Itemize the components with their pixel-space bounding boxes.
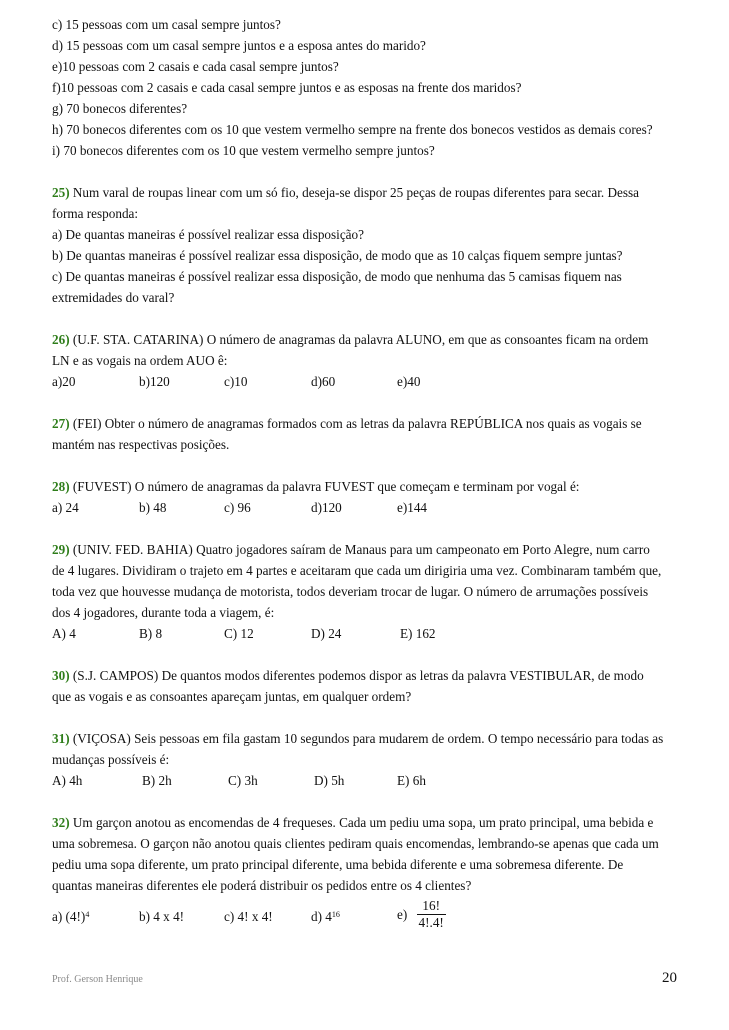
q32-line-2: uma sobremesa. O garçon não anotou quais clientes pediram quais encomendas, lembrando-se apenas que cada um	[52, 836, 659, 851]
item-d: d) 15 pessoas com um casal sempre juntos e a esposa antes do marido?	[52, 38, 426, 53]
q26-line-1: 26) (U.F. STA. CATARINA) O número de anagramas da palavra ALUNO, em que as consoantes ficam na ordem	[52, 332, 649, 347]
footer-author: Prof. Gerson Henrique	[52, 974, 143, 985]
q28-option-c: c) 96	[224, 500, 251, 515]
q32-option-a: a) $(4!)^4$	[52, 909, 90, 924]
q29-option-e: E) 162	[400, 626, 436, 641]
q29-option-c: C) 12	[224, 626, 254, 641]
item-c: c) 15 pessoas com um casal sempre juntos?	[52, 17, 281, 32]
item-h: h) 70 bonecos diferentes com os 10 que vestem vermelho sempre na frente dos bonecos vestidos as demais cores?	[52, 122, 653, 137]
q32-option-c: c) 4! x 4!	[224, 909, 273, 924]
q29-options	[52, 623, 692, 644]
q26-options	[52, 371, 692, 392]
q26-option-e: e)40	[397, 374, 421, 389]
fraction-denominator: 4!.4!	[418, 915, 444, 930]
q32-number: 32)	[52, 815, 70, 830]
q25-line-1: 25) Num varal de roupas linear com um só fio, deseja-se dispor 25 peças de roupas diferentes para secar. Dessa	[52, 185, 640, 200]
q29-option-a: A) 4	[52, 626, 76, 641]
q32-line-1: 32) Um garçon anotou as encomendas de 4 frequeses. Cada um pediu uma sopa, um prato principal, uma bebida e	[52, 815, 654, 830]
q29-line-4: dos 4 jogadores, durante toda a viagem, é:	[52, 605, 275, 620]
q31-option-d: D) 5h	[314, 773, 345, 788]
q29-option-d: D) 24	[311, 626, 342, 641]
q27-line-2: mantém nas respectivas posições.	[52, 437, 230, 452]
q25-number: 25)	[52, 185, 70, 200]
q31-option-a: A) 4h	[52, 773, 83, 788]
q27-line-1: 27) (FEI) Obter o número de anagramas formados com as letras da palavra REPÚBLICA nos quais as vogais se	[52, 416, 642, 431]
q32-option-e: e) $\frac{16!}{4!.4!}$	[397, 898, 444, 930]
q26-option-b: b)120	[139, 374, 170, 389]
fraction-numerator: 16!	[417, 898, 446, 915]
q26-option-a: a)20	[52, 374, 76, 389]
q28-line-1: 28) (FUVEST) O número de anagramas da palavra FUVEST que começam e terminam por vogal é:	[52, 479, 580, 494]
item-g: g) 70 bonecos diferentes?	[52, 101, 188, 116]
q25-item-b: b) De quantas maneiras é possível realizar essa disposição, de modo que as 10 calças fiquem sempre juntas?	[52, 248, 623, 263]
q32-option-d: d) $4^{16}$	[311, 909, 340, 924]
item-i: i) 70 bonecos diferentes com os 10 que vestem vermelho sempre juntos?	[52, 143, 435, 158]
q26-line-2: LN e as vogais na ordem AUO ê:	[52, 353, 228, 368]
q28-number: 28)	[52, 479, 70, 494]
q29-line-3: toda vez que houvesse mudança de motorista, todos deveriam trocar de lugar. O número de arrumações possíveis	[52, 584, 649, 599]
q30-line-1: 30) (S.J. CAMPOS) De quantos modos diferentes podemos dispor as letras da palavra VESTIBULAR, de modo	[52, 668, 644, 683]
q32-line-3: pediu uma sopa diferente, um prato principal diferente, uma bebida diferente e uma sobremesa diferente. De	[52, 857, 624, 872]
q32-options	[52, 898, 692, 934]
q28-options	[52, 497, 692, 518]
q31-option-e: E) 6h	[397, 773, 426, 788]
q26-number: 26)	[52, 332, 70, 347]
q29-line-1: 29) (UNIV. FED. BAHIA) Quatro jogadores saíram de Manaus para um campeonato em Porto Alegre, num carro	[52, 542, 650, 557]
document-body	[52, 14, 692, 934]
fraction	[417, 898, 446, 931]
q30-number: 30)	[52, 668, 70, 683]
q31-option-c: C) 3h	[228, 773, 258, 788]
q32-line-4: quantas maneiras diferentes ele poderá distribuir os pedidos entre os 4 clientes?	[52, 878, 472, 893]
q31-options	[52, 770, 692, 791]
page-number: 20	[662, 970, 677, 986]
q27-number: 27)	[52, 416, 70, 431]
q26-option-c: c)10	[224, 374, 248, 389]
item-e: e)10 pessoas com 2 casais e cada casal sempre juntos?	[52, 59, 339, 74]
q31-option-b: B) 2h	[142, 773, 172, 788]
q31-number: 31)	[52, 731, 70, 746]
q26-option-d: d)60	[311, 374, 336, 389]
q25-item-c: c) De quantas maneiras é possível realizar essa disposição, de modo que nenhuma das 5 camisas fiquem nas	[52, 269, 622, 284]
q31-line-1: 31) (VIÇOSA) Seis pessoas em fila gastam 10 segundos para mudarem de ordem. O tempo necessário para todas as	[52, 731, 664, 746]
item-f: f)10 pessoas com 2 casais e cada casal sempre juntos e as esposas na frente dos maridos?	[52, 80, 522, 95]
q29-line-2: de 4 lugares. Dividiram o trajeto em 4 partes e aceitaram que cada um dirigiria uma vez. Combinaram também que,	[52, 563, 662, 578]
q28-option-e: e)144	[397, 500, 428, 515]
q28-option-d: d)120	[311, 500, 342, 515]
q25-item-c-cont: extremidades do varal?	[52, 290, 175, 305]
q28-option-a: a) 24	[52, 500, 79, 515]
q30-line-2: que as vogais e as consoantes apareçam juntas, em qualquer ordem?	[52, 689, 412, 704]
q25-item-a: a) De quantas maneiras é possível realizar essa disposição?	[52, 227, 364, 242]
q31-line-2: mudanças possíveis é:	[52, 752, 170, 767]
q25-line-2: forma responda:	[52, 206, 139, 221]
q32-option-b: b) 4 x 4!	[139, 909, 185, 924]
q29-option-b: B) 8	[139, 626, 163, 641]
q29-number: 29)	[52, 542, 70, 557]
q28-option-b: b) 48	[139, 500, 167, 515]
